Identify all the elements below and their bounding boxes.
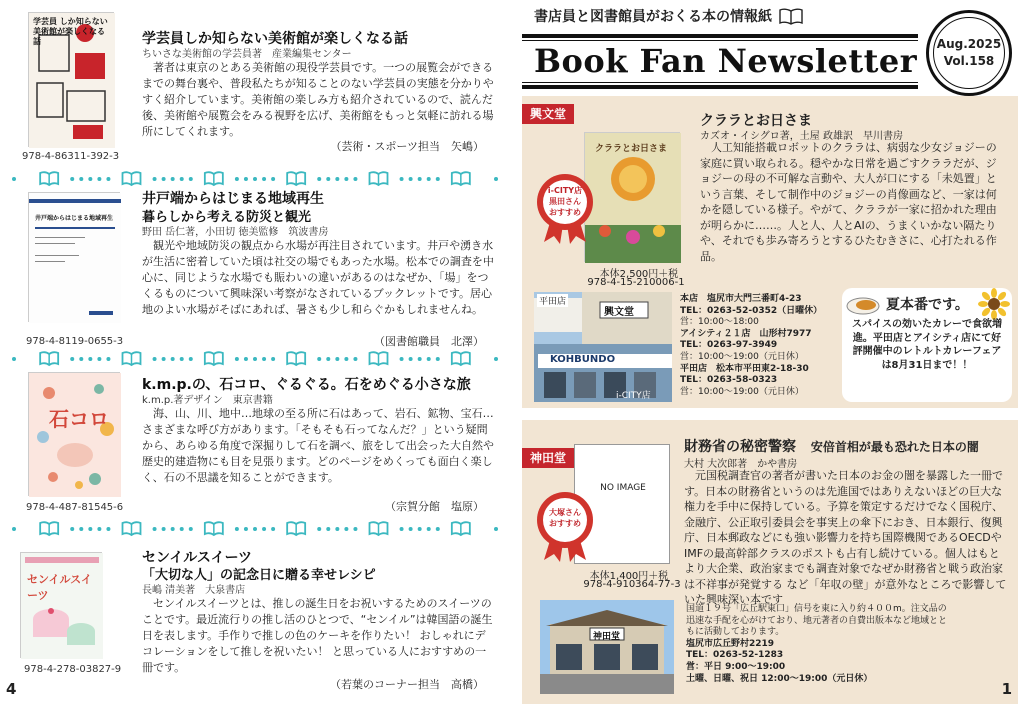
address-line: 営：10:00～19:00（元日休） (680, 386, 804, 397)
book-icon (123, 172, 141, 185)
isbn: 978-4-910364-77-3 (583, 579, 681, 590)
header-subtitle (534, 6, 804, 26)
divider-dot (494, 177, 498, 181)
divider-dot (253, 527, 257, 531)
divider-dot (244, 527, 248, 531)
store-photo (540, 600, 674, 694)
book-icon (370, 522, 388, 535)
book-icon (452, 522, 470, 535)
divider-dot (97, 527, 101, 531)
divider-dot (335, 177, 339, 181)
divider-dot (436, 177, 440, 181)
book-author: カズオ・イシグロ著，土屋 政雄訳 早川書房 (700, 131, 903, 142)
book-review: 著者は東京のとある美術館の現役学芸員です。一つの展覧会ができるまでの舞台裏や、普段私たちが知ることのない学芸員の実態を分かりやすく紹介しています。美術館の楽しみ方も紹介されているので、読んだ後、美術館や展覧会をみる視野を広げ、美術館をもっと気軽に訪れる場所にしてくれます。 (142, 61, 494, 138)
book-cover-museum (28, 12, 114, 147)
masthead-rule-bottom-thin (522, 82, 918, 83)
address-line: 営：10:00～19:00（元日休） (680, 351, 804, 362)
divider-dot (353, 177, 357, 181)
divider-dot (418, 177, 422, 181)
review-signature: （図書館職員 北澤） (374, 335, 484, 348)
book-subtitle: 暮らしから考える防災と観光 (142, 210, 312, 225)
book-review: センイルスイーツとは、推しの誕生日をお祝いするためのスイーツのことです。最近流行りの推し活のひとつで、“センイル”は韓国語の誕生日を表します。手作りで推しの色のケーキを作りたい！ おしゃれにデコレーションをして推しを祝いたい！ と思っている人におすすめの一冊です。 (142, 597, 493, 674)
cover-title: 石コロ (49, 407, 109, 431)
address-line: TEL：0263-97-3949 (680, 340, 778, 351)
summer-notice (842, 288, 1012, 402)
ribbon-text: i-CITY店 黒田さん おすすめ (547, 186, 583, 217)
notice-title: 夏本番です。 (886, 297, 969, 313)
review-signature: （若葉のコーナー担当 高橋） (330, 678, 484, 691)
recommendation-ribbon (534, 172, 596, 244)
issue-volume: Vol.158 (943, 54, 995, 68)
divider-dot (153, 527, 157, 531)
divider-dot (262, 527, 266, 531)
book-icon (370, 352, 388, 365)
book-title: センイルスイーツ (142, 550, 253, 566)
divider-dot (97, 357, 101, 361)
divider-dot (70, 177, 74, 181)
divider-dot (189, 177, 193, 181)
divider-dot (79, 527, 83, 531)
divider-dot (244, 357, 248, 361)
store-address (686, 604, 1006, 685)
divider-dot (171, 357, 175, 361)
isbn: 978-4-15-210006-1 (587, 277, 685, 288)
book-title-main: 財務省の秘密警察 (684, 439, 796, 455)
book-icon (205, 172, 223, 185)
divider-dot (400, 527, 404, 531)
store-photo (534, 292, 672, 402)
divider-dot (400, 177, 404, 181)
book-author: ちいさな美術館の学芸員著 産業編集センター (142, 49, 352, 60)
book-icon (205, 522, 223, 535)
divider-dot (353, 527, 357, 531)
divider-dot (418, 357, 422, 361)
book-price: 本体1,400円＋税 (589, 571, 669, 582)
book-review: 人工知能搭載ロボットのクララは、病弱な少女ジョジーの家庭に買い取られる。穏やかな日常を過ごすクララだが、ジョジーの母の不可解な言動や、大人が口にする「未処置」という言葉、そして制作中のジョジーの肖像画など、一家は何かを隠している様子。やがて、クララが一家に招かれた理由が明らかに……。人と人、人とAIの、うまくいかない隔たりや、それでも歩み寄ろうとするひたむきさに、心打たれる作品。 (700, 141, 997, 263)
divider-dot (235, 357, 239, 361)
divider-dot (189, 357, 193, 361)
divider-dot (335, 527, 339, 531)
divider-dot (317, 527, 321, 531)
book-cover-well (28, 192, 120, 322)
store-tag: 神田堂 (522, 448, 574, 468)
book-author: 野田 岳仁著，小田切 徳美監修 筑波書房 (142, 227, 329, 238)
divider-dot (88, 357, 92, 361)
book-icon (40, 522, 58, 535)
divider-dot (180, 177, 184, 181)
divider-dot (180, 357, 184, 361)
page-number: 4 (6, 680, 17, 698)
divider-dot (79, 357, 83, 361)
address-line: もに活動しております。 (686, 627, 785, 638)
address-line: TEL：0263-52-1283 (686, 650, 784, 661)
address-line: アイシティ２１店 山形村7977 (680, 328, 812, 339)
divider-dot (171, 527, 175, 531)
address-line: 平田店 松本市平田東2-18-30 (680, 363, 809, 374)
store-address (680, 294, 840, 398)
book-subtitle: 「大切な人」の記念日に贈る幸せレシピ (142, 568, 376, 583)
review-signature: （芸術・スポーツ担当 矢嶋） (330, 140, 484, 153)
divider-dot (326, 357, 330, 361)
open-book-icon (778, 7, 804, 25)
sunflower-icon (978, 288, 1010, 320)
book-cover-stones (28, 372, 120, 496)
divider-dot (79, 177, 83, 181)
divider-dot (436, 527, 440, 531)
divider-dot (171, 177, 175, 181)
divider-dot (244, 177, 248, 181)
divider-dot (326, 177, 330, 181)
address-line: 迅速な手配を心がけており、地元著者の自費出版本など地域とと (686, 615, 948, 626)
book-icon (40, 172, 58, 185)
divider-dot (235, 527, 239, 531)
divider-dot (427, 177, 431, 181)
photo-label-bottom: i-CITY店 (616, 391, 651, 401)
store-tag: 興文堂 (522, 104, 574, 124)
address-line: TEL：0263-52-0352（日曜休） (680, 305, 823, 316)
divider-dot (88, 177, 92, 181)
address-line: TEL：0263-58-0323 (680, 375, 778, 386)
masthead-title: Book Fan Newsletter (534, 42, 918, 80)
address-line: 塩尻市広丘野村2219 (686, 638, 775, 649)
issue-date: Aug.2025 (936, 37, 1002, 51)
book-author: 大村 大次郎著 かや書房 (684, 459, 798, 470)
address-line: 本店 塩尻市大門三番町4-23 (680, 294, 802, 304)
photo-sign: 神田堂 (593, 632, 621, 642)
address-line: 営：平日 9:00～19:00 (686, 661, 786, 672)
divider-dot (162, 527, 166, 531)
book-divider (8, 520, 502, 536)
divider-dot (271, 177, 275, 181)
divider-dot (162, 357, 166, 361)
book-review: 元国税調査官の著者が書いた日本のお金の闇を暴露した一冊です。日本の財務省というのは先進国ではありえないほどの巨大な権力を手中に保持している。予算を策定するだけでなく国税庁、金融庁、公正取引委員会を事実上の傘下におき、日本銀行、復興庁、日本郵政などにも強い影響力を持ち国際機関であるOECDやIMFの最高幹部クラスのポストも占有し続けている。個人はもとより大企業、政治家までも調査対象でなぜか財務省と戦う政治家は不祥事が発覚する など「年収の壁」が意外なところで影響していた興味深い本です (684, 469, 1007, 606)
divider-dot (12, 527, 16, 531)
divider-dot (494, 527, 498, 531)
isbn: 978-4-278-03827-9 (24, 664, 122, 675)
divider-dot (317, 357, 321, 361)
book-subtitle: 安倍首相が最も恐れた日本の闇 (810, 440, 979, 454)
no-image-text: NO IMAGE (600, 483, 646, 493)
divider-dot (12, 177, 16, 181)
divider-dot (253, 357, 257, 361)
book-icon (452, 172, 470, 185)
book-title: 井戸端からはじまる地域再生 (142, 191, 324, 207)
divider-dot (400, 357, 404, 361)
right-page (512, 0, 1024, 709)
book-cover-klara (584, 132, 680, 262)
divider-dot (409, 177, 413, 181)
book-divider (8, 350, 502, 366)
masthead-rule-top-thin (522, 40, 918, 41)
isbn: 978-4-86311-392-3 (22, 151, 120, 162)
divider-dot (262, 357, 266, 361)
cover-title: 学芸員 しか知らない 美術館が楽しくなる話 (33, 17, 108, 46)
divider-dot (317, 177, 321, 181)
divider-dot (189, 527, 193, 531)
ribbon-text: 大塚さん おすすめ (548, 508, 582, 528)
page-number: 1 (1001, 680, 1012, 698)
masthead-rule-top (522, 34, 918, 38)
review-signature: （宗賀分館 塩原） (385, 500, 484, 513)
divider-dot (180, 527, 184, 531)
book-divider (8, 170, 502, 186)
divider-dot (153, 357, 157, 361)
divider-dot (262, 177, 266, 181)
divider-dot (106, 357, 110, 361)
divider-dot (70, 357, 74, 361)
divider-dot (418, 527, 422, 531)
cover-title: センイルスイーツ (27, 573, 92, 602)
divider-dot (162, 177, 166, 181)
divider-dot (427, 357, 431, 361)
divider-dot (344, 357, 348, 361)
address-line: 土曜、日曜、祝日 12:00～19:00（元日休） (686, 673, 873, 684)
book-icon (123, 522, 141, 535)
divider-dot (153, 177, 157, 181)
isbn: 978-4-8119-0655-3 (26, 336, 124, 347)
header-subtitle-text: 書店員と図書館員がおくる本の情報紙 (534, 9, 772, 25)
divider-dot (409, 357, 413, 361)
divider-dot (235, 177, 239, 181)
issue-badge-inner (933, 17, 1005, 89)
divider-dot (494, 357, 498, 361)
photo-sign: 興文堂 (604, 307, 634, 318)
address-line: 国道１９号「広丘駅東口」信号を東に入り約４００m。注文品の (686, 604, 947, 614)
divider-dot (12, 357, 16, 361)
divider-dot (409, 527, 413, 531)
divider-dot (106, 177, 110, 181)
book-icon (287, 522, 305, 535)
divider-dot (344, 177, 348, 181)
recommendation-ribbon (534, 490, 596, 562)
notice-body: スパイスの効いたカレーで食欲増進。平田店とアイシティ店にて好評開催中のレトルトカレーフェアは8月31日まで！！ (852, 319, 1002, 371)
book-title: クララとお日さま (700, 113, 812, 129)
divider-dot (436, 357, 440, 361)
divider-dot (271, 357, 275, 361)
divider-dot (97, 177, 101, 181)
address-line: 営：10:00～18:00 (680, 317, 759, 328)
left-page (0, 0, 510, 709)
photo-label-top: 平田店 (537, 294, 568, 307)
divider-dot (344, 527, 348, 531)
book-review: 観光や地域防災の観点から水場が再注目されています。井戸や湧き水が生活に密着していた頃は社交の場でもあった水場。松本での調査を中心に、同じような水場でも賑わいの違いがあるのはなぜか、「場」をつくるものについて興味深い考察がなされているブックレットです。居心地のよい水場がそばにあれば、暑さも少し和らぐかもしれませんね。 (142, 239, 494, 316)
book-icon (287, 172, 305, 185)
issue-badge (926, 10, 1012, 96)
isbn: 978-4-487-81545-6 (26, 502, 124, 513)
divider-dot (427, 527, 431, 531)
book-title (684, 436, 979, 456)
masthead-rule-bottom (522, 85, 918, 89)
book-icon (287, 352, 305, 365)
divider-dot (253, 177, 257, 181)
divider-dot (106, 527, 110, 531)
divider-dot (70, 527, 74, 531)
book-icon (452, 352, 470, 365)
curry-icon (846, 292, 880, 316)
cover-title: クララとお日さま (595, 144, 668, 154)
photo-sign-latin: KOHBUNDO (550, 354, 616, 365)
divider-dot (335, 357, 339, 361)
book-cover-sweets (20, 552, 102, 658)
book-icon (40, 352, 58, 365)
book-author: k.m.p.著デザイン 東京書籍 (142, 395, 273, 406)
book-icon (370, 172, 388, 185)
book-title: 学芸員しか知らない美術館が楽しくなる話 (142, 31, 408, 47)
divider-dot (326, 527, 330, 531)
book-title: k.m.p.の、石コロ、ぐるぐる。石をめぐる小さな旅 (142, 377, 471, 393)
divider-dot (88, 527, 92, 531)
cover-title: 井戸端からはじまる地域再生 (35, 215, 114, 222)
divider-dot (271, 527, 275, 531)
book-price: 本体2,500円＋税 (599, 269, 679, 280)
book-icon (205, 352, 223, 365)
book-author: 長嶋 清美著 大泉書店 (142, 585, 246, 596)
book-review: 海、山、川、地中…地球の至る所に石はあって、岩石、鉱物、宝石…さまざまな呼び方があります。「そもそも石ってなんだ？」という疑問から、あらゆる角度で深掘りして石を調べ、旅をして出会った大自然や歴史的建造物にも目を見張ります。どのページをめくっても面白く楽しく、石の不思議を知ることができます。 (142, 407, 494, 484)
book-icon (123, 352, 141, 365)
divider-dot (353, 357, 357, 361)
